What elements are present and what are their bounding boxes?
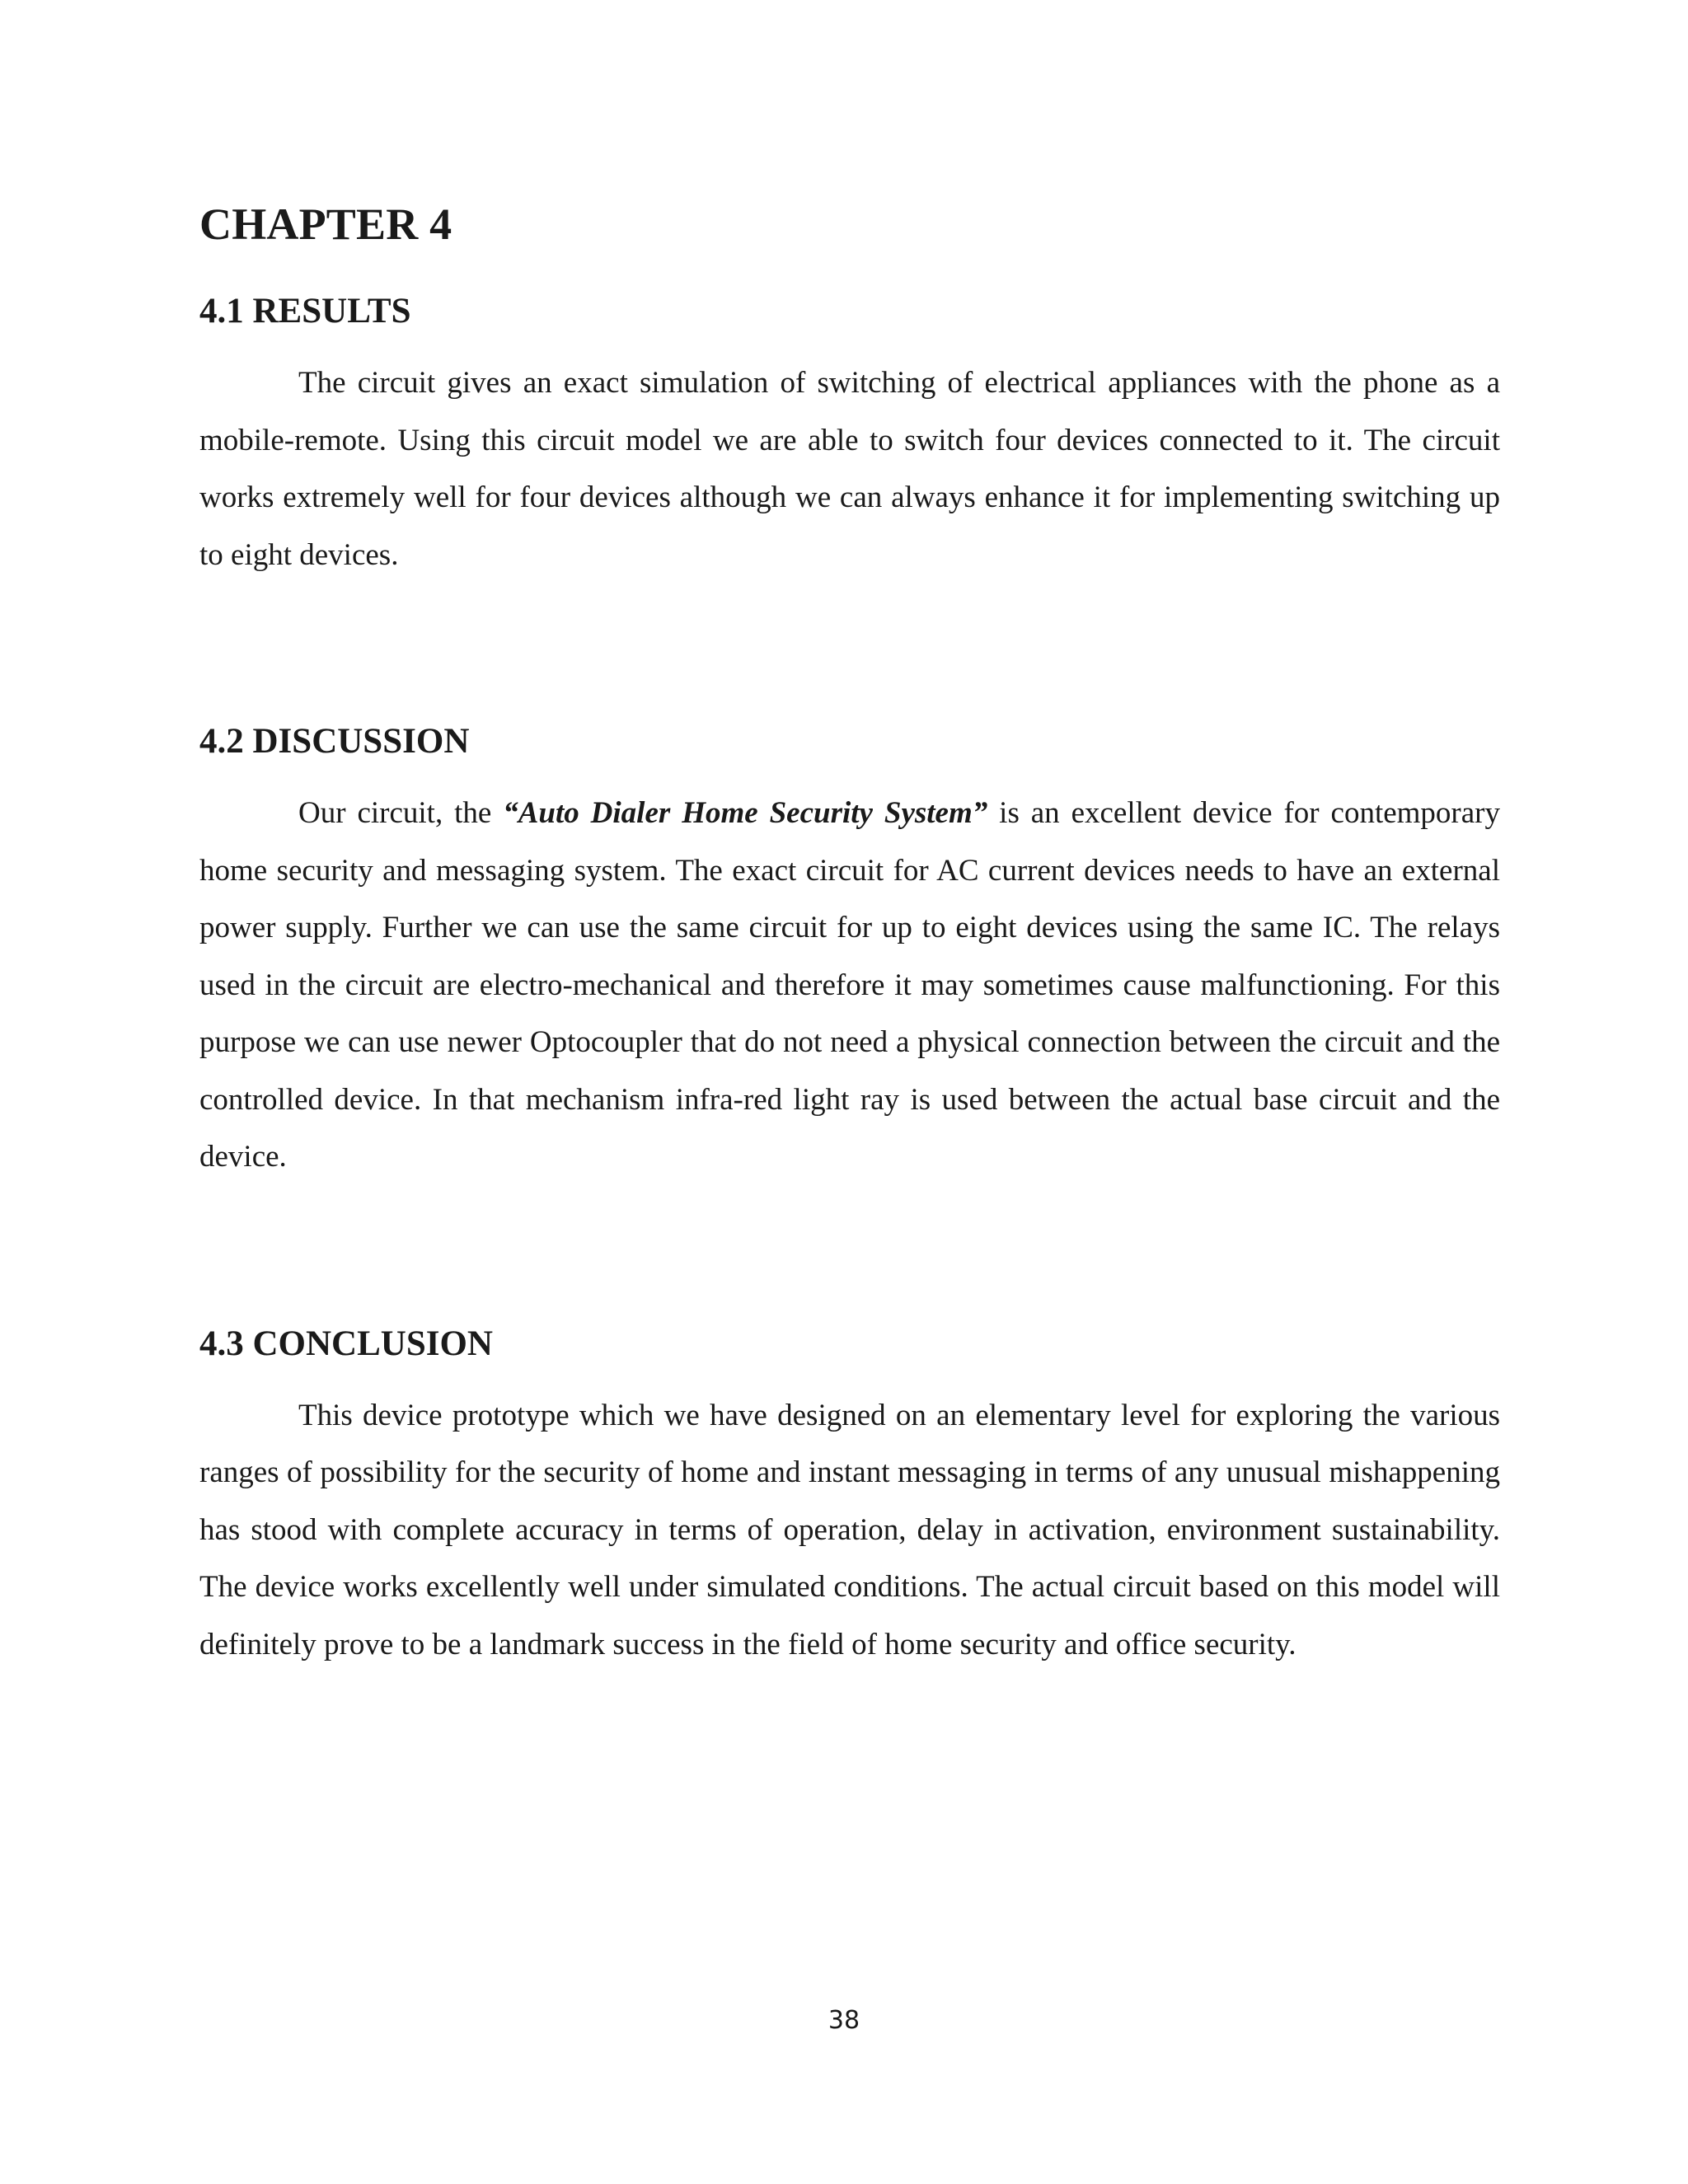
- section-spacer: [199, 583, 1500, 715]
- project-title-emphasis: “Auto Dialer Home Security System”: [503, 796, 988, 830]
- section-results: [199, 285, 1500, 583]
- conclusion-paragraph: This device prototype which we have designed on an elementary level for exploring the various ranges of possibility for the security of home and instant messaging in terms of any unusual mishappening has stood with complete accuracy in terms of operation, delay in activation, environment sustainability. The device works excellently well under simulated conditions. The actual circuit based on this model will definitely prove to be a landmark success in the field of home security and office security.: [199, 1398, 1500, 1661]
- discussion-text-after: is an excellent device for contemporary home security and messaging system. The exact circuit for AC current devices needs to have an external power supply. Further we can use the same circuit for up to eight devices using the same IC. The relays used in the circuit are electro-mechanical and therefore it may sometimes cause malfunctioning. For this purpose we can use newer Optocoupler that do not need a physical connection between the circuit and the controlled device. In that mechanism infra-red light ray is used between the actual base circuit and the device.: [199, 796, 1500, 1174]
- section-conclusion: [199, 1318, 1500, 1674]
- section-spacer: [199, 1186, 1500, 1318]
- discussion-text-before: Our circuit, the: [298, 796, 504, 830]
- results-paragraph: The circuit gives an exact simulation of switching of electrical appliances with the phone as a mobile-remote. Using this circuit model we are able to switch four devices connected to it. The circuit works extremely well for four devices although we can always enhance it for implementing switching up to eight devices.: [199, 366, 1500, 572]
- section-discussion: [199, 715, 1500, 1186]
- section-heading-results: 4.1 RESULTS: [199, 292, 411, 330]
- section-heading-discussion: 4.2 DISCUSSION: [199, 722, 470, 761]
- chapter-title: CHAPTER 4: [199, 199, 452, 249]
- page-number: 38: [828, 2006, 860, 2035]
- discussion-paragraph: [199, 785, 1500, 1186]
- page-content: [199, 191, 1500, 1673]
- section-heading-conclusion: 4.3 CONCLUSION: [199, 1324, 493, 1363]
